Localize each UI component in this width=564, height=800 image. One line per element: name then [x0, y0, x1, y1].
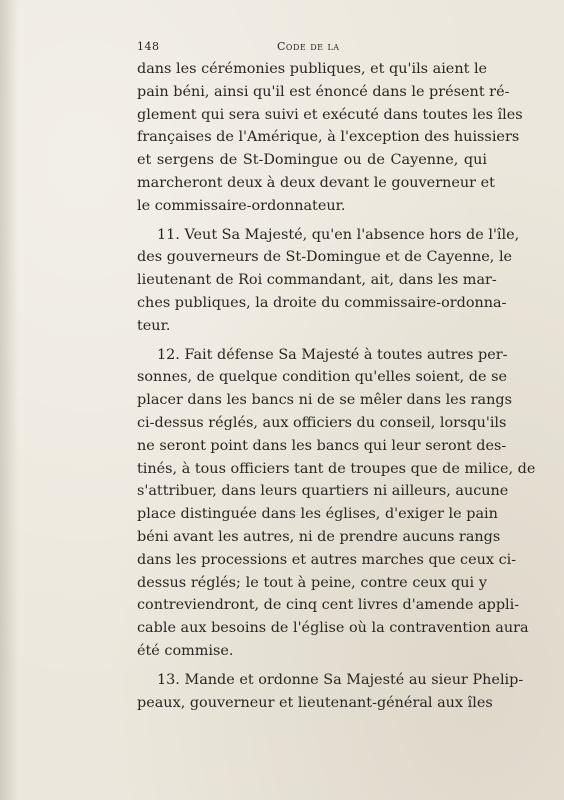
text-line: dessus réglés; le tout à peine, contre ceux qui y: [137, 574, 487, 591]
text-line: sonnes, de quelque condition qu'elles soient, de se: [137, 369, 508, 386]
text-line: marcheront deux à deux devant le gouverneur et: [137, 174, 495, 191]
text-line: cable aux besoins de l'église où la contravention aura: [137, 620, 529, 637]
text-line: 11. Veut Sa Majesté, qu'en l'absence hors de l'île,: [157, 226, 520, 243]
text-line: 12. Fait défense Sa Majesté à toutes autres per-: [157, 346, 508, 363]
text-line: dans les processions et autres marches que ceux ci-: [137, 551, 517, 568]
text-line: le commissaire-ordonnateur.: [137, 197, 346, 214]
article-12: [137, 344, 536, 663]
text-line: ci-dessus réglés, aux officiers du conseil, lorsqu'ils: [137, 414, 507, 431]
text-line: peaux, gouverneur et lieutenant-général aux îles: [137, 694, 493, 711]
text-line: dans les cérémonies publiques, et qu'ils aient le: [137, 61, 488, 77]
gutter-shadow: [0, 0, 18, 800]
text-line: 13. Mande et ordonne Sa Majesté au sieur Phelip-: [157, 671, 524, 688]
text-line: teur.: [137, 317, 171, 334]
text-line: des gouverneurs de St-Domingue et de Cayenne, le: [137, 249, 513, 266]
running-head: Code de la: [277, 40, 340, 53]
text-line: s'attribuer, dans leurs quartiers ni ailleurs, aucune: [137, 483, 509, 500]
page-header: [137, 40, 487, 56]
article-11: [137, 224, 520, 338]
text-line: été commise.: [137, 642, 234, 659]
paragraph-continuation: [137, 58, 523, 218]
text-line: placer dans les bancs ni de se mêler dans les rangs: [137, 392, 512, 409]
text-line: ches publiques, la droite du commissaire-ordonna-: [137, 294, 507, 311]
page-number: 148: [137, 40, 160, 53]
article-13: [137, 669, 524, 715]
text-line: contreviendront, de cinq cent livres d'amende appli-: [137, 597, 520, 614]
text-line: place distinguée dans les églises, d'exiger le pain: [137, 506, 498, 523]
text-line: béni avant les autres, ni de prendre aucuns rangs: [137, 528, 501, 545]
text-line: et sergens de St-Domingue ou de Cayenne, qui: [137, 152, 487, 169]
text-line: ne seront point dans les bancs qui leur seront des-: [137, 437, 507, 454]
text-line: glement qui sera suivi et exécuté dans toutes les îles: [137, 106, 523, 123]
body-text: [137, 58, 536, 714]
text-line: pain béni, ainsi qu'il est énoncé dans le présent ré-: [137, 83, 510, 100]
text-line: tinés, à tous officiers tant de troupes que de milice, de: [137, 460, 536, 477]
text-line: lieutenant de Roi commandant, ait, dans les mar-: [137, 272, 497, 289]
text-line: françaises de l'Amérique, à l'exception des huissiers: [137, 129, 520, 146]
